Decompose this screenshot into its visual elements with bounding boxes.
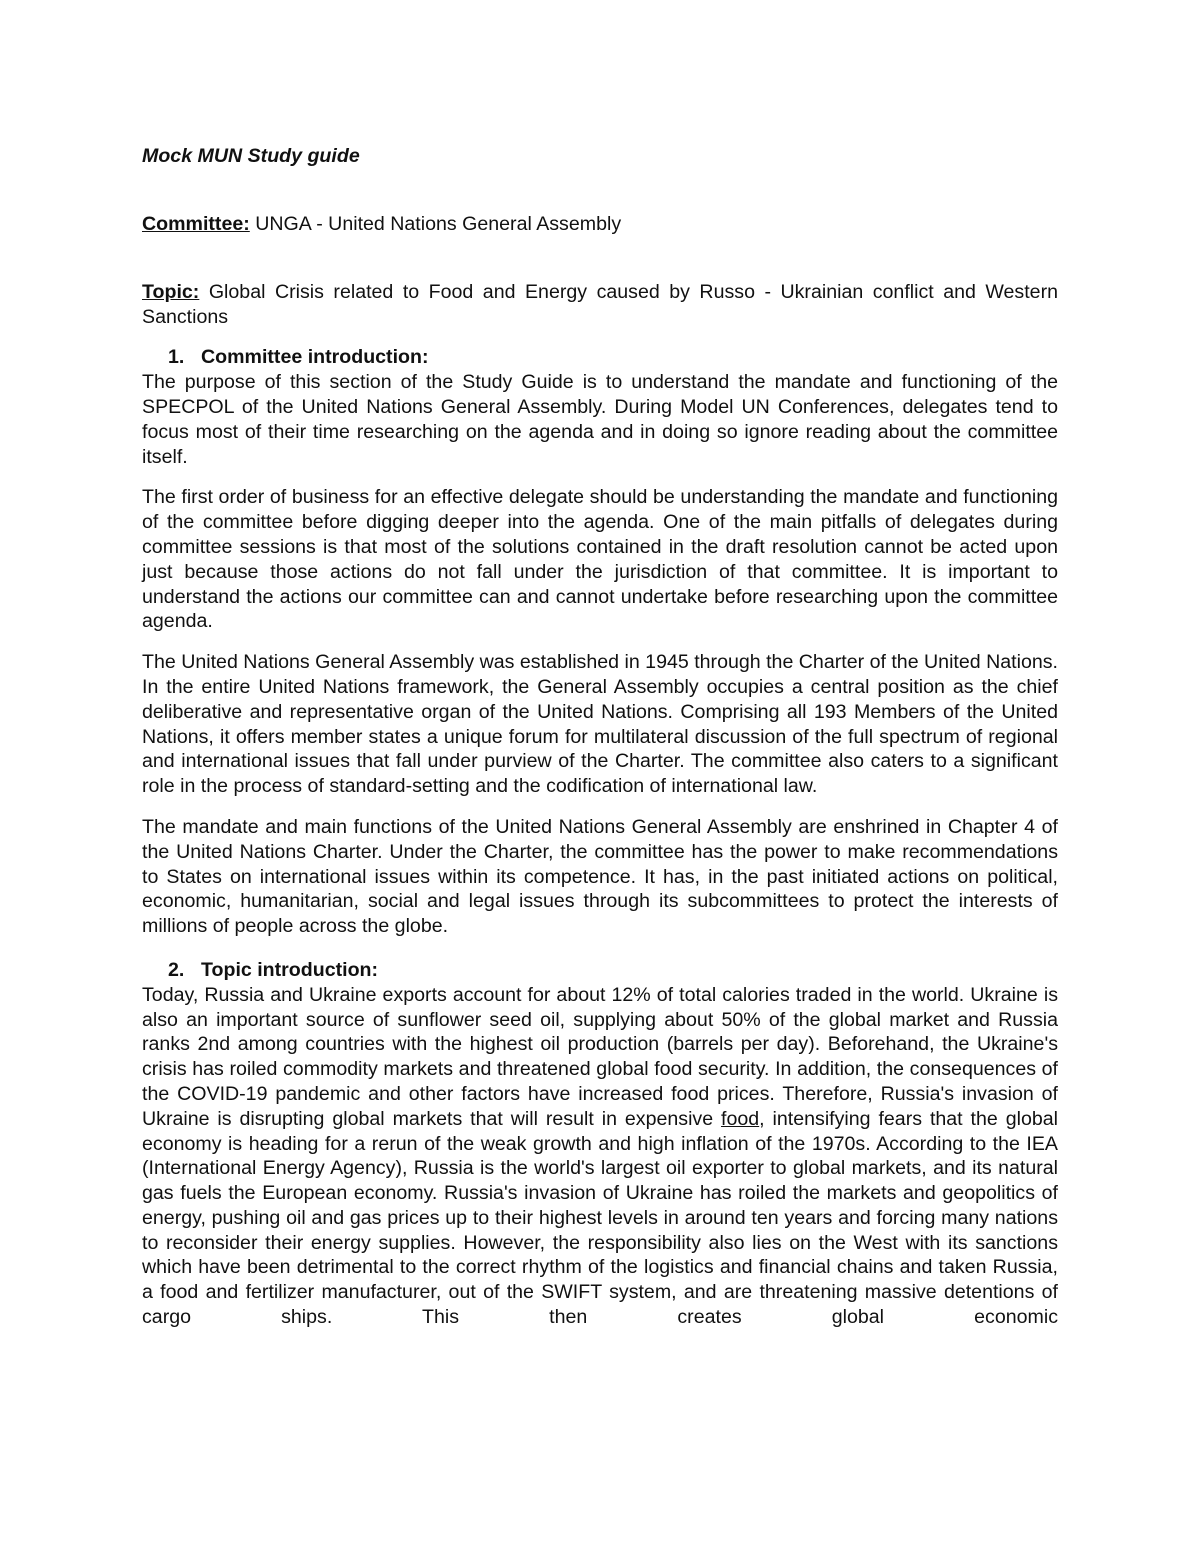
committee-label: Committee: bbox=[142, 213, 250, 235]
section-number: 1. bbox=[168, 346, 185, 369]
committee-value: UNGA - United Nations General Assembly bbox=[249, 213, 622, 235]
paragraph: The first order of business for an effective delegate should be understanding the mandate and functioning of the committee before digging deeper into the agenda. One of the main pitfalls of delegates during committee sessions is that most of the solutions contained in the draft resolution cannot be acted upon just because those actions do not fall under the jurisdiction of that committee. It is important to understand the actions our committee can and cannot undertake before researching upon the committee agenda. bbox=[142, 486, 1058, 633]
paragraph-text: , intensifying fears that the global economy is heading for a rerun of the weak growth and high inflation of the 1970s. According to the IEA (International Energy Agency), Russia is the world's largest oil exporter to global markets, and its natural gas fuels the European economy. Russia's invasion of Ukraine has roiled the markets and geopolitics of energy, pushing oil and gas prices up to their highest levels in around ten years and forcing many nations to reconsider their energy supplies. However, the responsibility also lies on the West with its sanctions which have been detrimental to the correct rhythm of the logistics and financial chains and taken Russia, a food and fertilizer manufacturer, out of the SWIFT system, and are threatening massive detentions of cargo ships. This then creates global economic bbox=[142, 1107, 1058, 1329]
paragraph: The mandate and main functions of the United Nations General Assembly are enshrined in Chapter 4 of the United Nations Charter. Under the Charter, the committee has the power to make recommendations to States on international issues within its competence. It has, in the past initiated actions on political, economic, humanitarian, social and legal issues through its subcommittees to protect the interests of millions of people across the globe. bbox=[142, 815, 1058, 938]
food-link[interactable]: food bbox=[721, 1107, 760, 1130]
paragraph: The United Nations General Assembly was established in 1945 through the Charter of the United Nations. In the entire United Nations framework, the General Assembly occupies a central position as the chief deliberative and representative organ of the United Nations. Comprising all 193 Members of the United Nations, it offers member states a unique forum for multilateral discussion of the full spectrum of regional and international issues that fall under purview of the Charter. The committee also caters to a significant role in the process of standard-setting and the codification of international law. bbox=[142, 651, 1058, 798]
document-page bbox=[142, 142, 1058, 1330]
paragraph bbox=[142, 983, 1058, 1330]
document-title: Mock MUN Study guide bbox=[142, 145, 360, 167]
paragraph: The purpose of this section of the Study Guide is to understand the mandate and functioning of the SPECPOL of the United Nations General Assembly. During Model UN Conferences, delegates tend to focus most of their time researching on the agenda and in doing so ignore reading about the committee itself. bbox=[142, 371, 1058, 468]
section-heading-text: Topic introduction: bbox=[201, 958, 379, 981]
topic-line bbox=[142, 280, 1058, 330]
section-heading-text: Committee introduction: bbox=[201, 346, 429, 369]
topic-label: Topic: bbox=[142, 280, 200, 303]
section-heading-committee-introduction bbox=[142, 345, 1058, 370]
committee-line bbox=[142, 212, 1058, 237]
section-heading-topic-introduction bbox=[142, 958, 1058, 983]
paragraph-text: Today, Russia and Ukraine exports account for about 12% of total calories traded in the world. Ukraine is also an important source of sunflower seed oil, supplying about 50% of the global market and Russia ranks 2nd among countries with the highest oil production (barrels per day). Beforehand, the Ukraine's crisis has roiled commodity markets and threatened global food security. In addition, the consequences of the COVID-19 pandemic and other factors have increased food prices. Therefore, Russia's invasion of Ukraine is disrupting global markets that will result in expensive bbox=[142, 983, 1058, 1130]
section-number: 2. bbox=[168, 958, 185, 981]
topic-value: Global Crisis related to Food and Energy caused by Russo - Ukrainian conflict and Western Sanctions bbox=[142, 280, 1058, 328]
